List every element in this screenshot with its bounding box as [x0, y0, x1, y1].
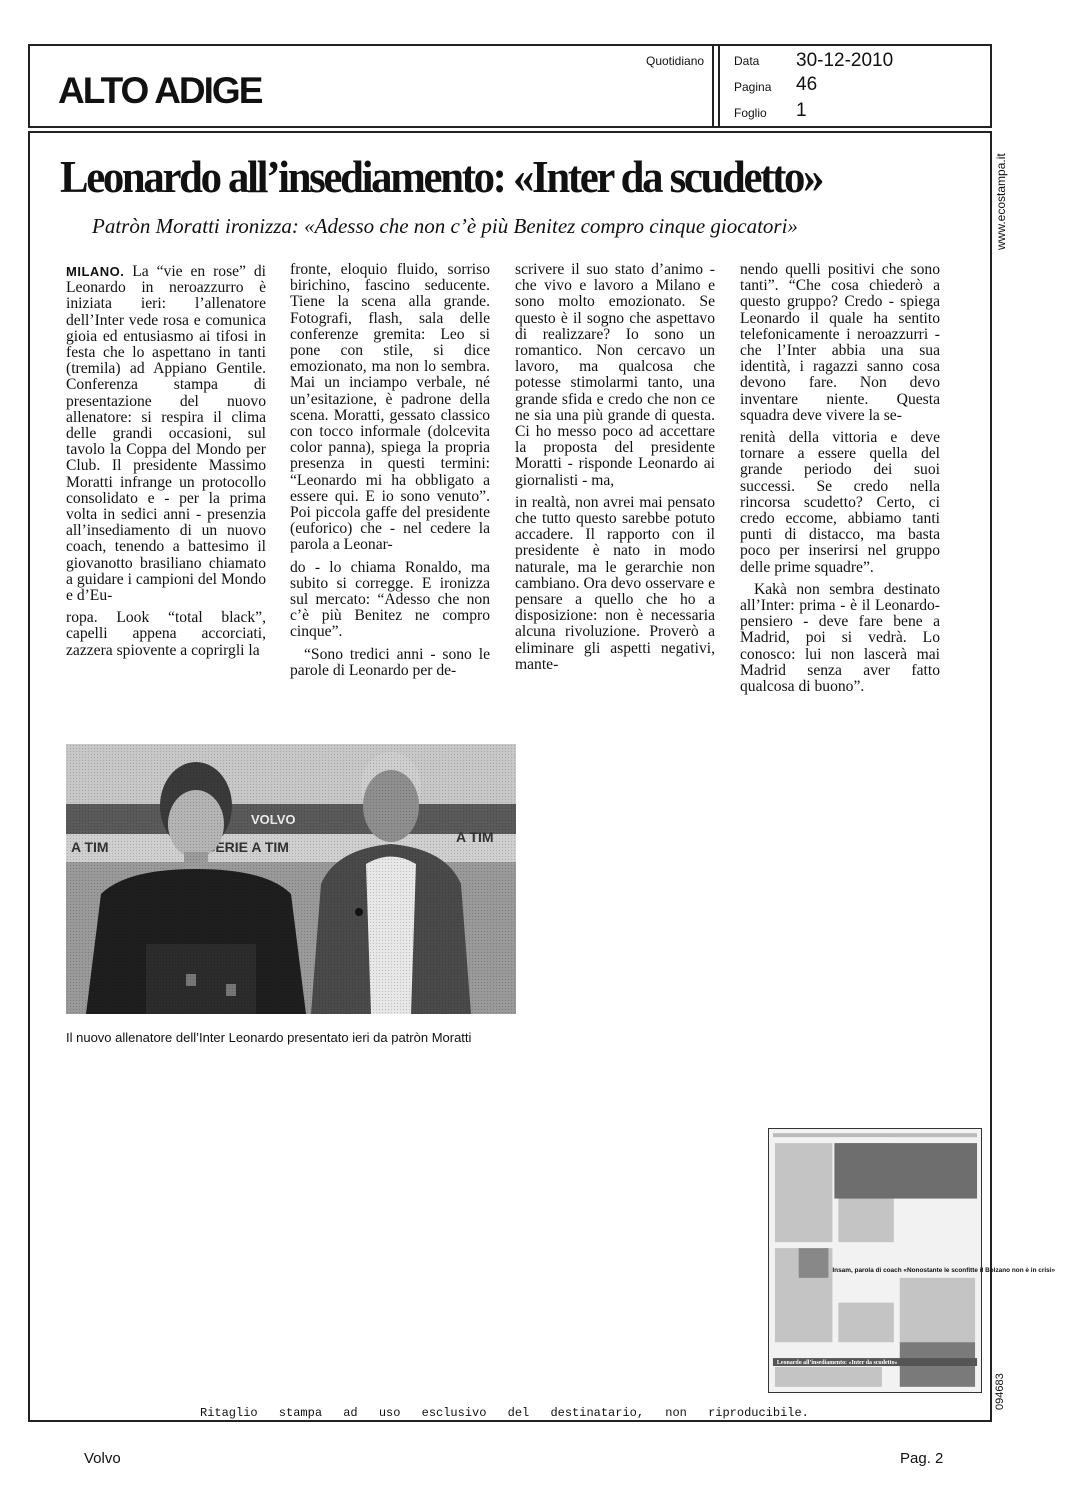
reproduction-notice: Ritaglio stampa ad uso esclusivo del destinatario, non riproducibile.: [200, 1406, 809, 1420]
article-subheadline: Patròn Moratti ironizza: «Adesso che non c’è più Benitez compro cinque giocatori»: [92, 214, 798, 238]
clipping-code: 094683: [994, 1373, 1006, 1410]
article-headline: Leonardo all’insediamento: «Inter da scudetto»: [60, 151, 823, 202]
paragraph: Kakà non sembra destinato all’Inter: prima - è il Leonardo-pensiero - deve fare bene a Madrid, poi si vedrà. Lo conosco: lui non lascerà mai Madrid senza aver fatto qualcosa di buono”.: [740, 580, 940, 696]
page-value: 46: [796, 74, 818, 95]
paragraph: fronte, eloquio fluido, sorriso birichino, fascino seducente. Tiene la scena alla grande. Fotografi, flash, sala delle conferenze gremita: Leo si pone con stile, si dice emozionato, ma non lo sembra. Mai un inciampo verbale, né un’esitazione, è padrone della scena. Moratti, gessato classico con tocco informale (dolcevita color panna), spiega la propria presenza in questi termini: “Leonardo mi ha obbligato a essere qui. E io sono venuto”. Poi piccola gaffe del presidente (euforico) che - nel cedere la parola a Leonar-: [290, 261, 490, 554]
paragraph: [66, 264, 266, 604]
publication-logo: ALTO ADIGE: [58, 70, 262, 111]
photo-caption: Il nuovo allenatore dell’Inter Leonardo presentato ieri da patròn Moratti: [66, 1030, 472, 1045]
page-number: Pag. 2: [900, 1450, 944, 1467]
header-divider: [718, 46, 720, 126]
paragraph: in realtà, non avrei mai pensato che tutto questo sarebbe potuto accadere. Il rapporto con il presidente è nato in modo naturale, ma le gerarchie non cambiano. Ora devo osservare e pensare a quello che ho a disposizione: non è necessaria alcuna rivoluzione. Proverò a eliminare gli aspetti negativi, mante-: [515, 493, 715, 673]
client-name: Volvo: [84, 1450, 121, 1467]
sheet-label: Foglio: [734, 106, 767, 120]
paragraph: renità della vittoria e deve tornare a essere quella del grande periodo dei suoi successi. Se credo nella rincorsa scudetto? Certo, ci credo eccome, abbiamo tanti punti di distacco, ma basta poco per inserirsi nel gruppo delle prime squadre”.: [740, 429, 940, 576]
paragraph: ropa. Look “total black”, capelli appena accorciati, zazzera spiovente a coprirgli la: [66, 609, 266, 659]
thumbnail-photo: [834, 1143, 977, 1198]
article-column-4: [740, 262, 940, 701]
article-photo: [66, 744, 516, 1014]
article-column-1: [66, 264, 266, 665]
header-divider: [712, 46, 714, 126]
paragraph: nendo quelli positivi che sono tanti”. “Che cosa chiederò a questo gruppo? Credo - spiega Leonardo il quale ha sentito telefonicamente i neroazzurri - che l’Inter abbia una sua identità, i ragazzi sanno cosa devono fare. Non devo inventare niente. Questa squadra deve vivere la se-: [740, 261, 940, 424]
article-column-3: [515, 262, 715, 679]
date-label: Data: [734, 54, 760, 68]
article-column-2: [290, 262, 490, 685]
paragraph: scrivere il suo stato d’animo - che vivo e lavoro a Milano e sono molto emozionato. Se questo è il sogno che aspettavo di realizzare? Io sono un romantico. Non cercavo un lavoro, ma qualcosa che potesse stimolarmi tanto, una grande sfida e credo che non ce ne sia una più grande di questa. Ci ho messo poco ad accettare la proposta del presidente Moratti - risponde Leonardo ai giornalisti - ma,: [515, 261, 715, 489]
sheet-value: 1: [796, 100, 807, 121]
thumbnail-strap: Leonardo all’insediamento: «Inter da scudetto»: [776, 1360, 898, 1367]
paragraph: do - lo chiama Ronaldo, ma subito si corregge. E ironizza sul mercato: “Adesso che non c’è più Benitez ne compro cinque”.: [290, 558, 490, 641]
dateline: MILANO.: [66, 264, 125, 279]
page-label: Pagina: [734, 80, 772, 94]
thumbnail-headline: Insam, parola di coach «Nonostante le sconfitte il Bolzano non è in crisi»: [832, 1266, 1056, 1274]
paragraph: “Sono tredici anni - sono le parole di Leonardo per de-: [290, 645, 490, 679]
date-value: 30-12-2010: [796, 50, 894, 71]
publication-header: [28, 44, 992, 128]
source-url: www.ecostampa.it: [994, 153, 1008, 250]
paragraph-text: La “vie en rose” di Leonardo in neroazzurro è iniziata ieri: l’allenatore dell’Inter vede rosa e comunica gioia ed entusiasmo ai tifosi in festa che lo aspettano in tanti (tremila) ad Appiano Gentile. Conferenza stampa di presentazione del nuovo allenatore: si respira il clima delle grandi occasioni, sul tavolo la Coppa del Mondo per Club. Il presidente Massimo Moratti infrange un protocollo consolidato e - per la prima volta in sedici anni - presenzia all’insediamento di un nuovo coach, tenendo a battesimo il giovanotto brasiliano chiamato a guidare i campioni del Mondo e d’Eu-: [66, 263, 266, 605]
frequency-label: Quotidiano: [646, 54, 705, 68]
